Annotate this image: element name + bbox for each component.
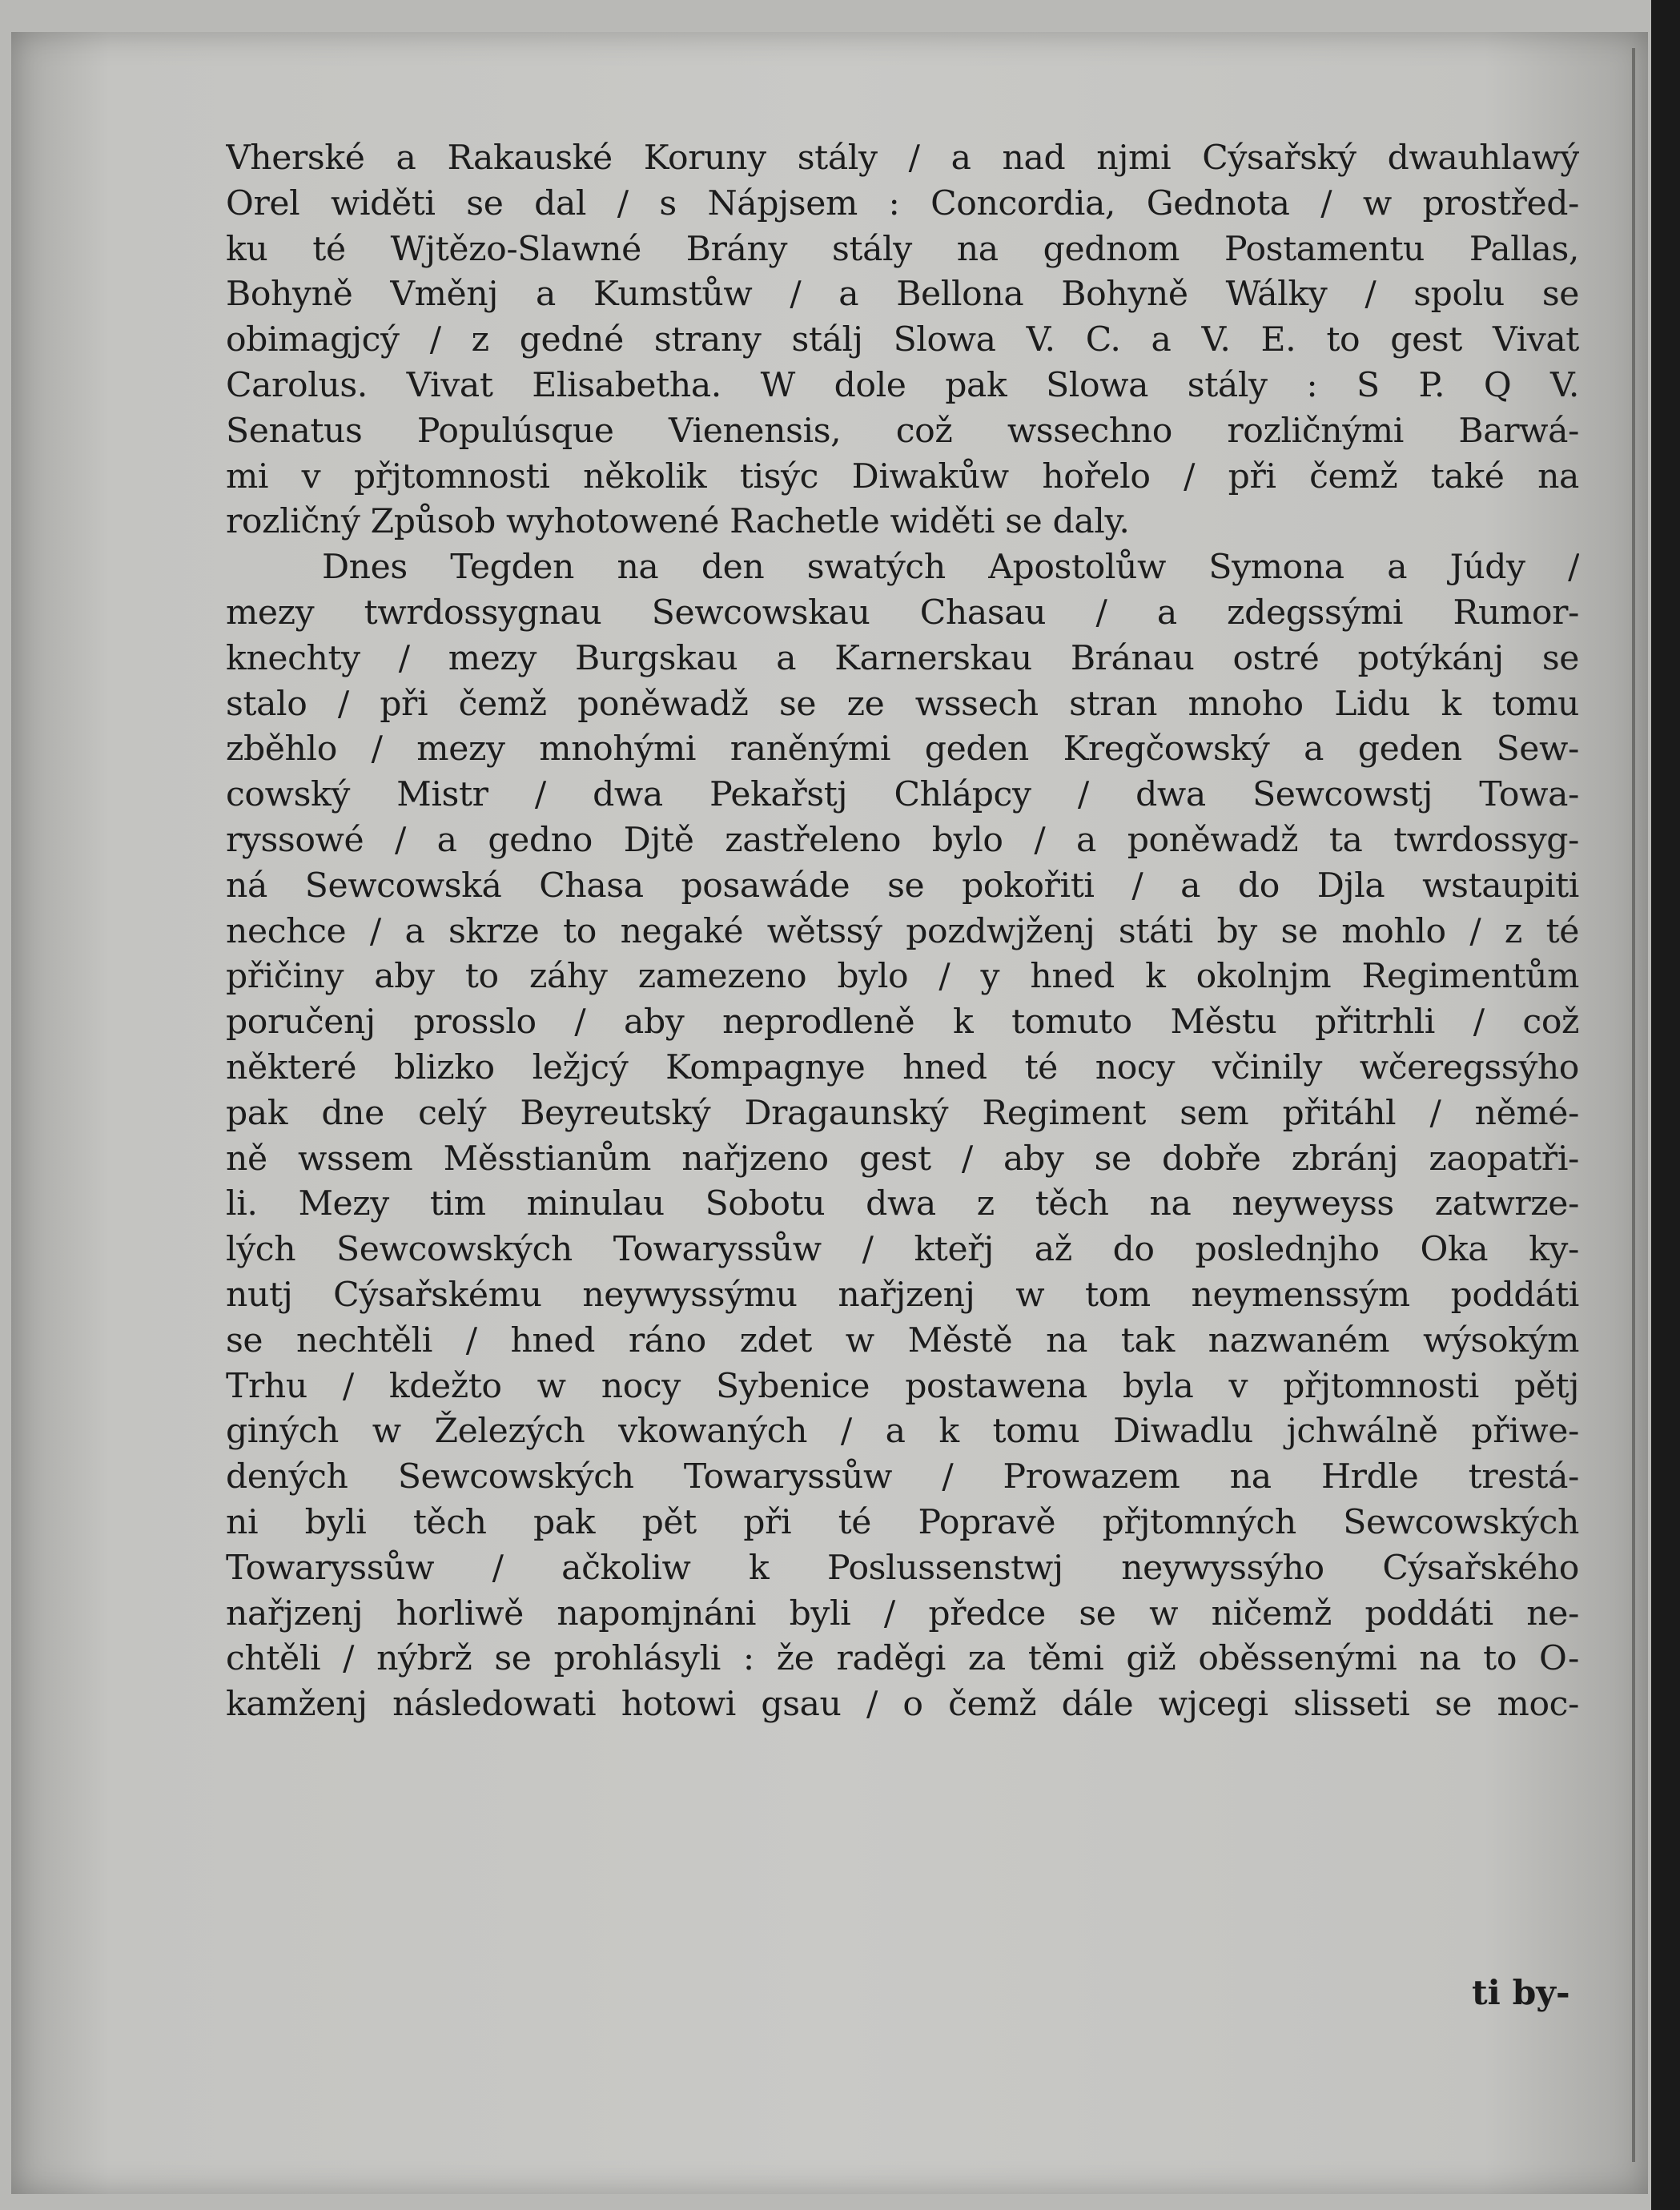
page-text-body xyxy=(226,136,1579,1728)
text-line: giných w Železých vkowaných / a k tomu Diwadlu jchwálně přiwe- xyxy=(226,1412,1579,1452)
text-line: Carolus. Vivat Elisabetha. W dole pak Slowa stály : S P. Q V. xyxy=(226,365,1579,405)
text-line: Bohyně Vměnj a Kumstůw / a Bellona Bohyně Wálky / spolu se xyxy=(226,275,1579,315)
text-line: ná Sewcowská Chasa posawáde se pokořiti / a do Djla wstaupiti xyxy=(226,866,1579,906)
text-line: ni byli těch pak pět při té Popravě přjtomných Sewcowských xyxy=(226,1502,1579,1542)
text-line: ku té Wjtězo-Slawné Brány stály na gednom Postamentu Pallas, xyxy=(226,229,1579,269)
text-line: Dnes Tegden na den swatých Apostolůw Symona a Júdy / xyxy=(322,548,1579,588)
text-line: cowský Mistr / dwa Pekařstj Chlápcy / dwa Sewcowstj Towa- xyxy=(226,775,1579,815)
text-line: pak dne celý Beyreutský Dragaunský Regiment sem přitáhl / němé- xyxy=(226,1093,1579,1133)
text-line: poručenj prosslo / aby neprodleně k tomuto Městu přitrhli / což xyxy=(226,1003,1579,1043)
text-line: některé blizko ležjcý Kompagnye hned té nocy včinily wčeregssýho xyxy=(226,1047,1579,1087)
text-line: mi v přjtomnosti několik tisýc Diwakůw hořelo / při čemž také na xyxy=(226,456,1579,496)
text-line: Vherské a Rakauské Koruny stály / a nad njmi Cýsařský dwauhlawý xyxy=(226,139,1579,178)
text-line: rozličný Způsob wyhotowené Rachetle widěti se daly. xyxy=(226,502,1130,542)
text-line: přičiny aby to záhy zamezeno bylo / y hned k okolnjm Regimentům xyxy=(226,957,1579,997)
catchword: ti by- xyxy=(1472,1973,1570,2013)
page-dark-edge xyxy=(1651,0,1680,2210)
text-line: nařjzenj horliwě napomjnáni byli / předce se w ničemž poddáti ne- xyxy=(226,1593,1579,1633)
text-line: stalo / při čemž poněwadž se ze wssech stran mnoho Lidu k tomu xyxy=(226,684,1579,724)
text-line: Trhu / kdežto w nocy Sybenice postawena byla v přjtomnosti pětj xyxy=(226,1366,1579,1406)
text-line: zběhlo / mezy mnohými raněnými geden Kregčowský a geden Sew- xyxy=(226,729,1579,769)
text-line: nutj Cýsařskému neywyssýmu nařjzenj w tom neymenssým poddáti xyxy=(226,1275,1579,1315)
text-line: ně wssem Měsstianům nařjzeno gest / aby se dobře zbránj zaopatři- xyxy=(226,1139,1579,1179)
text-line: ryssowé / a gedno Djtě zastřeleno bylo / a poněwadž ta twrdossyg- xyxy=(226,820,1579,860)
text-line: li. Mezy tim minulau Sobotu dwa z těch na neyweyss zatwrze- xyxy=(226,1184,1579,1224)
text-line: Orel widěti se dal / s Nápjsem : Concordia, Gednota / w prostřed- xyxy=(226,183,1579,223)
page-edge-line xyxy=(1632,48,1635,2162)
text-line: Towaryssůw / ačkoliw k Poslussenstwj neywyssýho Cýsařského xyxy=(226,1548,1579,1588)
text-line: Senatus Populúsque Vienensis, což wssechno rozličnými Barwá- xyxy=(226,411,1579,451)
text-line: chtěli / nýbrž se prohlásyli : že raděgi za těmi giž oběssenými na to O- xyxy=(226,1639,1579,1679)
text-line: lých Sewcowských Towaryssůw / kteřj až do poslednjho Oka ky- xyxy=(226,1230,1579,1270)
text-line: obimagjcý / z gedné strany stálj Slowa V. C. a V. E. to gest Vivat xyxy=(226,320,1579,360)
text-line: se nechtěli / hned ráno zdet w Městě na tak nazwaném wýsokým xyxy=(226,1320,1579,1360)
text-line: nechce / a skrze to negaké wětssý pozdwjženj státi by se mohlo / z té xyxy=(226,911,1579,951)
text-line: dených Sewcowských Towaryssůw / Prowazem na Hrdle trestá- xyxy=(226,1457,1579,1497)
text-line: mezy twrdossygnau Sewcowskau Chasau / a zdegssými Rumor- xyxy=(226,593,1579,633)
text-line: kamženj následowati hotowi gsau / o čemž dále wjcegi slisseti se moc- xyxy=(226,1685,1579,1725)
text-line: knechty / mezy Burgskau a Karnerskau Bránau ostré potýkánj se xyxy=(226,638,1579,678)
